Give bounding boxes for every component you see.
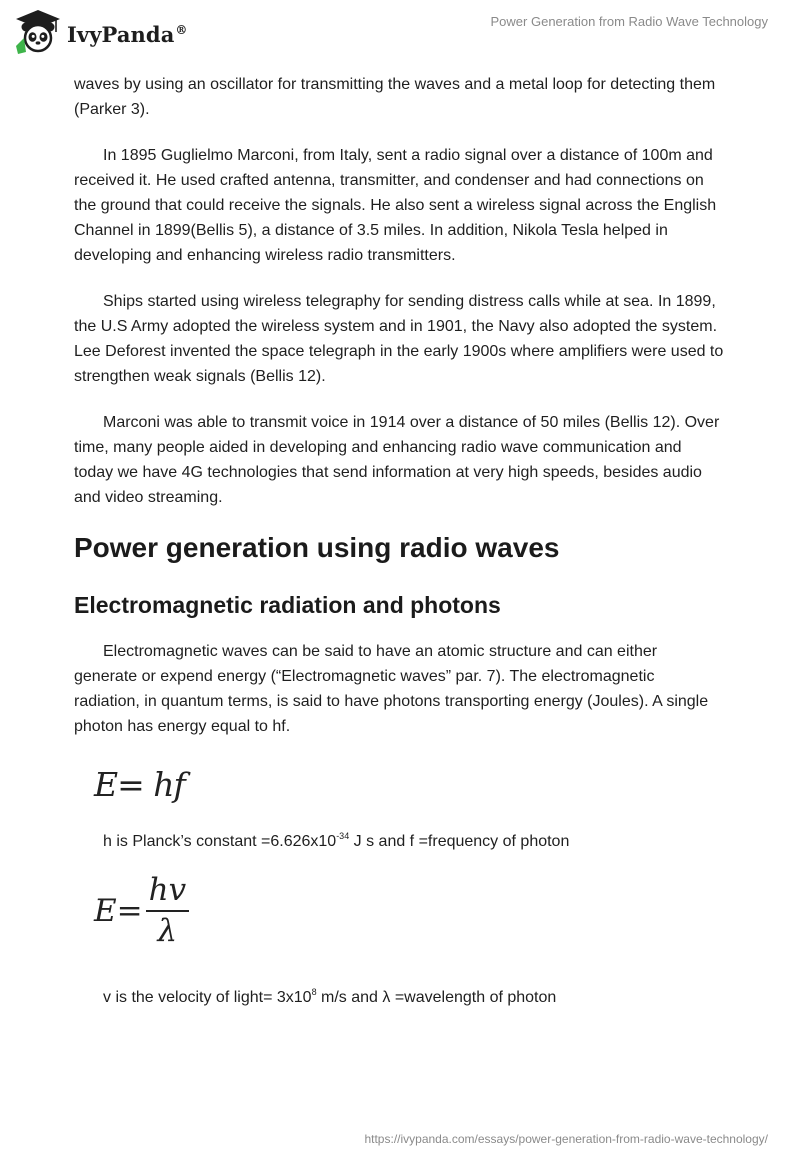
- equation-energy-hf: E= hf: [94, 765, 185, 804]
- panda-graduate-icon: [14, 8, 62, 54]
- paragraph-voice: Marconi was able to transmit voice in 1914 over a distance of 50 miles (Bellis 12). Over time, many people aided in developing and enhancing radio wave communication and today we have 4G technologies that send information at very high speeds, besides audio and video streaming.: [74, 414, 720, 506]
- section-heading: Power generation using radio waves: [74, 532, 560, 563]
- document-title: Power Generation from Radio Wave Technology: [490, 14, 768, 29]
- paragraph-marconi: In 1895 Guglielmo Marconi, from Italy, sent a radio signal over a distance of 100m and received it. He used crafted antenna, transmitter, and condenser and had connections on the ground that could receive the signals. He also sent a wireless signal across the English Channel in 1899(Bellis 5), a distance of 3.5 miles. In addition, Nikola Tesla helped in developing and enhancing wireless radio transmitters.: [74, 147, 717, 264]
- essay-content: [74, 72, 724, 1010]
- logo-text: IvyPanda®: [67, 21, 188, 47]
- planck-exponent: -34: [336, 831, 350, 841]
- planck-constant-note: h is Planck’s constant $=6.626x10^{-34}$ J s and f =frequency of photon: [103, 831, 570, 850]
- page-header: [0, 0, 800, 70]
- equation-lhs: E=: [94, 893, 143, 929]
- fraction-numerator: hv: [146, 872, 189, 912]
- subsection-heading: Electromagnetic radiation and photons: [74, 592, 501, 618]
- light-velocity-note: v is the velocity of light= $3x10^8$ m/s and λ =wavelength of photon: [103, 987, 557, 1006]
- equation-energy-wavelength: [94, 868, 724, 954]
- light-exponent: 8: [311, 987, 317, 997]
- site-logo[interactable]: [14, 8, 188, 54]
- fraction-denominator: λ: [157, 913, 178, 949]
- source-url[interactable]: https://ivypanda.com/essays/power-generation-from-radio-wave-technology/: [364, 1132, 768, 1146]
- paragraph-continuation: waves by using an oscillator for transmitting the waves and a metal loop for detecting them (Parker 3).: [74, 76, 716, 118]
- registered-mark: ®: [175, 22, 188, 37]
- paragraph-electromagnetic: Electromagnetic waves can be said to have an atomic structure and can either generate or expend energy (“Electromagnetic waves” par. 7). The electromagnetic radiation, in quantum terms, is said to have photons transporting energy (Joules). A single photon has energy equal to hf.: [74, 643, 709, 735]
- paragraph-ships: Ships started using wireless telegraphy for sending distress calls while at sea. In 1899, the U.S Army adopted the wireless system and in 1901, the Navy also adopted the system. Lee Deforest invented the space telegraph in the early 1900s where amplifiers were used to strengthen weak signals (Bellis 12).: [74, 293, 724, 385]
- equation-fraction: [146, 872, 189, 950]
